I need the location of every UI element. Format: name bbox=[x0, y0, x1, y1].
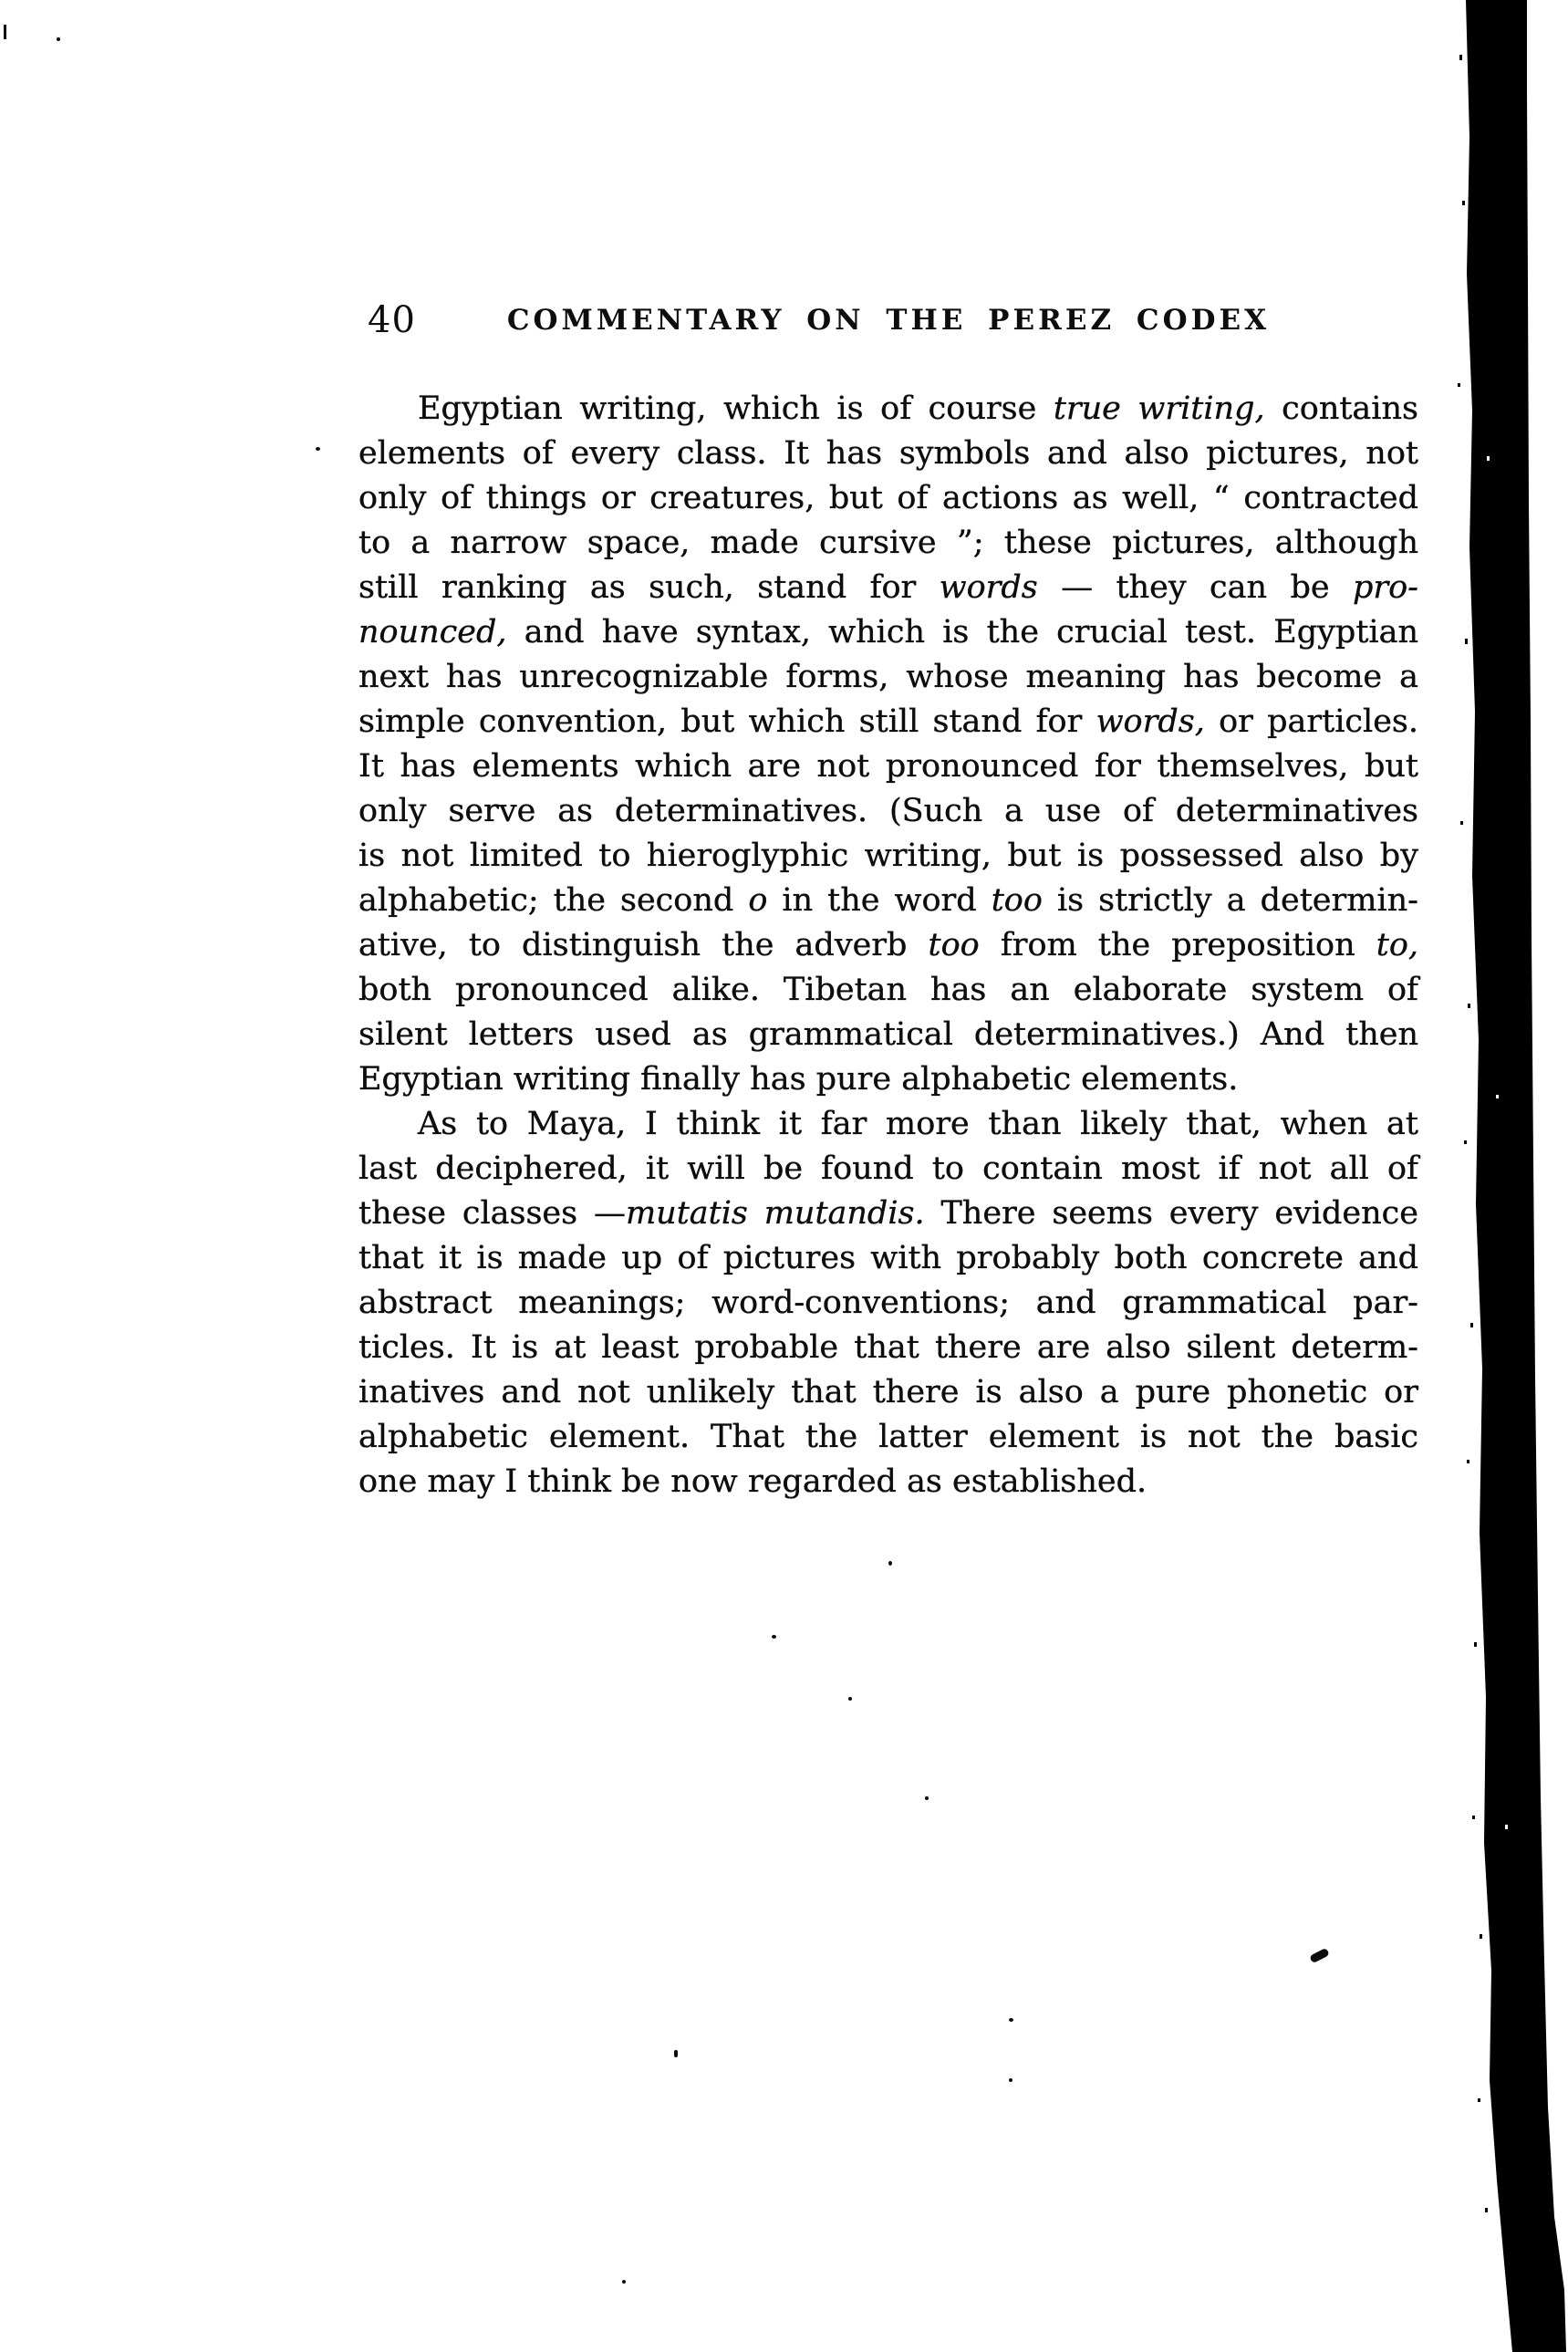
text-line: these classes —mutatis mutandis. There seems every evidence bbox=[358, 1195, 1418, 1232]
text-line: ative, to distinguish the adverb too from the preposition to, bbox=[358, 927, 1419, 963]
dust-speck bbox=[1009, 2018, 1013, 2022]
dust-speck bbox=[1009, 2078, 1012, 2082]
dust-speck bbox=[772, 1635, 776, 1639]
pen-mark-artifact bbox=[1309, 1948, 1330, 1964]
text-line: alphabetic element. That the latter element is not the basic bbox=[358, 1419, 1418, 1455]
dust-speck bbox=[622, 2280, 626, 2284]
dust-speck bbox=[925, 1796, 929, 1800]
text-line: simple convention, but which still stand for words, or particles. bbox=[358, 703, 1418, 740]
dust-speck bbox=[674, 2050, 678, 2057]
text-line: inatives and not unlikely that there is also a pure phonetic or bbox=[358, 1374, 1418, 1410]
text-line: Egyptian writing, which is of course true writing, contains bbox=[418, 390, 1418, 427]
text-line: As to Maya, I think it far more than likely that, when at bbox=[418, 1106, 1418, 1142]
text-line: alphabetic; the second o in the word too is strictly a determin- bbox=[358, 882, 1418, 919]
text-line: that it is made up of pictures with probably both concrete and bbox=[358, 1240, 1418, 1276]
text-line: It has elements which are not pronounced for themselves, but bbox=[358, 748, 1418, 785]
text-line: next has unrecognizable forms, whose meaning has become a bbox=[358, 659, 1418, 695]
dust-speck bbox=[57, 37, 60, 41]
text-line: elements of every class. It has symbols and also pictures, not bbox=[358, 435, 1418, 472]
running-header-title: COMMENTARY ON THE PEREZ CODEX bbox=[506, 304, 1271, 337]
text-line: only serve as determinatives. (Such a use of determinatives bbox=[358, 793, 1418, 829]
text-line: nounced, and have syntax, which is the crucial test. Egyptian bbox=[358, 614, 1418, 650]
text-line: one may I think be now regarded as established. bbox=[358, 1463, 1147, 1500]
scan-artifact-tick bbox=[4, 25, 6, 39]
page-body-text bbox=[358, 387, 1418, 1504]
text-line: both pronounced alike. Tibetan has an elaborate system of bbox=[358, 972, 1418, 1008]
dust-speck bbox=[888, 1561, 892, 1566]
text-line: Egyptian writing finally has pure alphabetic elements. bbox=[358, 1061, 1239, 1098]
text-line: silent letters used as grammatical determinatives.) And then bbox=[358, 1016, 1418, 1053]
running-header-row bbox=[358, 299, 1418, 347]
binding-shadow bbox=[1432, 0, 1568, 2352]
text-line: still ranking as such, stand for words — they can be pro- bbox=[358, 569, 1418, 606]
text-line: is not limited to hieroglyphic writing, but is possessed also by bbox=[358, 838, 1418, 874]
dust-speck bbox=[316, 447, 320, 451]
text-line: abstract meanings; word-conventions; and grammatical par- bbox=[358, 1285, 1418, 1321]
page-number: 40 bbox=[368, 299, 416, 341]
text-line: only of things or creatures, but of actions as well, “ contracted bbox=[358, 480, 1418, 516]
text-line: last deciphered, it will be found to contain most if not all of bbox=[358, 1150, 1418, 1187]
dust-speck bbox=[848, 1697, 852, 1701]
text-line: ticles. It is at least probable that there are also silent determ- bbox=[358, 1329, 1418, 1366]
text-line: to a narrow space, made cursive ”; these pictures, although bbox=[358, 525, 1418, 561]
